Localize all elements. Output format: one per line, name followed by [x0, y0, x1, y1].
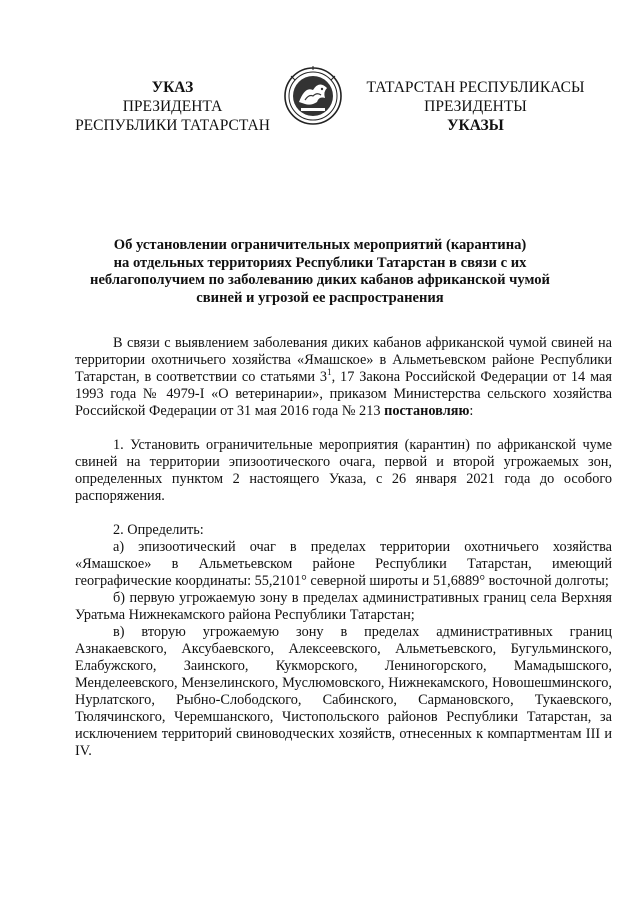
title-line-3: неблагополучием по заболеванию диких кабанов африканской чумой	[90, 272, 550, 288]
header-left-line-1: УКАЗ	[151, 79, 194, 96]
intro-bold-word: постановляю	[384, 403, 470, 419]
intro-text-b: , 17 Закона Российской Федерации от 14 мая 1993 года № 4979-I «О ветеринарии», приказом Министерства сельского хозяйства Российской Федерации от 31 мая 2016 года № 213	[75, 369, 612, 419]
intro-paragraph	[75, 335, 612, 420]
tatarstan-coat-of-arms-icon	[283, 62, 343, 130]
header-left-line-2: ПРЕЗИДЕНТА	[122, 98, 223, 115]
header-left-russian	[55, 78, 290, 135]
title-line-1: Об установлении ограничительных мероприятий (карантина)	[113, 237, 527, 253]
item-2-paragraph: 2. Определить:	[113, 522, 204, 538]
item-1-paragraph: 1. Установить ограничительные мероприятия (карантин) по африканской чуме свиней на территории эпизоотического очага, первой и второй угрожаемых зон, определенных пунктом 2 настоящего Указа, с 26 января 2021 года до особого распоряжения.	[75, 437, 612, 504]
header-right-line-2: ПРЕЗИДЕНТЫ	[424, 98, 527, 115]
intro-superscript: 1	[327, 367, 332, 378]
intro-text-end: :	[469, 403, 474, 419]
item-2a-paragraph: а) эпизоотический очаг в пределах территории охотничьего хозяйства «Ямашское» в Альметьевском районе Республики Татарстан, имеющий географические координаты: 55,2101° северной широты и 51,6889° восточной долготы;	[75, 539, 612, 589]
item-2b-paragraph: б) первую угрожаемую зону в пределах административных границ села Верхняя Уратьма Нижнекамского района Республики Татарстан;	[75, 590, 612, 623]
intro-text-a: В связи с выявлением заболевания диких кабанов африканской чумой свиней на территории охотничьего хозяйства «Ямашское» в Альметьевском районе Республики Татарстан, в соответствии со статьями 3	[75, 335, 612, 385]
header-left-line-3: РЕСПУБЛИКИ ТАТАРСТАН	[75, 117, 270, 134]
decree-title	[70, 237, 570, 307]
decree-body	[75, 335, 612, 760]
item-2c-paragraph: в) вторую угрожаемую зону в пределах административных границ Азнакаевского, Аксубаевского, Алексеевского, Альметьевского, Бугульминского, Елабужского, Заинского, Кукморского, Лениногорского, Мамадышского, Менделеевского, Мензелинского, Муслюмовского, Нижнекамского, Новошешминского, Нурлатского, Рыбно-Слободского, Сабинского, Сармановского, Тукаевского, Тюлячинского, Черемшанского, Чистопольского районов Республики Татарстан, за исключением территорий свиноводческих хозяйств, отнесенных к компартментам III и IV.	[75, 624, 612, 759]
title-line-4: свиней и угрозой ее распространения	[196, 289, 444, 306]
header-right-tatar	[348, 78, 603, 135]
header-right-line-1: ТАТАРСТАН РЕСПУБЛИКАСЫ	[366, 79, 585, 96]
header-right-line-3: УКАЗЫ	[447, 117, 504, 134]
title-line-2: на отдельных территориях Республики Татарстан в связи с их	[113, 254, 527, 271]
